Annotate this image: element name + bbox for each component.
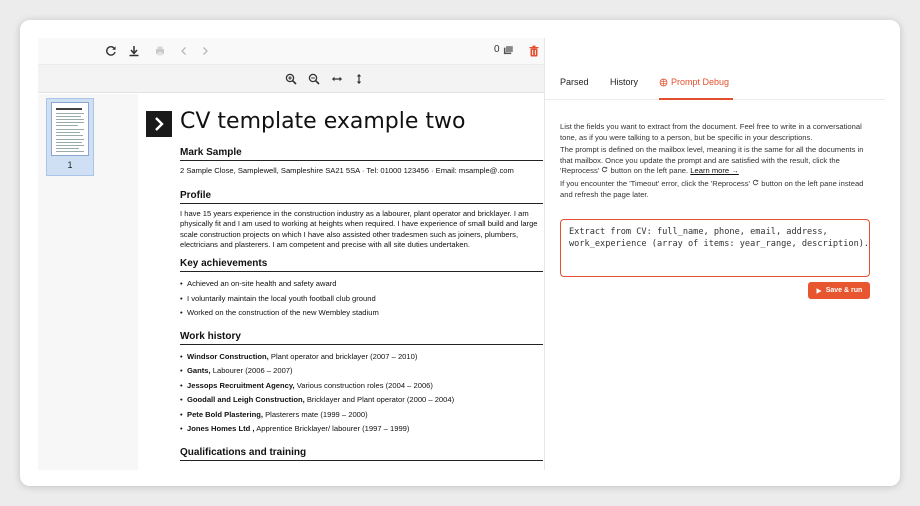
thumbnail-pane — [38, 94, 138, 470]
chevron-right-icon[interactable] — [196, 42, 214, 60]
zoom-in-icon[interactable] — [284, 72, 298, 86]
refresh-icon[interactable] — [102, 42, 120, 60]
work-detail: Plasterers mate (1999 – 2000) — [262, 409, 368, 419]
list-item — [180, 379, 544, 394]
brain-icon — [659, 78, 668, 87]
tab-prompt-debug[interactable] — [659, 77, 729, 87]
cv-qualifications-heading: Qualifications and training — [180, 446, 543, 461]
cv-profile-heading: Profile — [180, 189, 543, 204]
save-and-run-label: Save & run — [825, 287, 863, 294]
list-item — [180, 364, 544, 379]
list-item: • Worked on the construction of the new Wembley stadium — [180, 306, 544, 321]
cv-work-heading: Work history — [180, 330, 543, 345]
work-employer: Pete Bold Plastering, — [187, 409, 263, 419]
page-thumbnail[interactable] — [46, 98, 94, 176]
instructions-mailbox-end: button on the left pane. — [610, 166, 689, 176]
instructions-mailbox — [560, 145, 872, 177]
work-employer: Goodall and Leigh Construction, — [187, 395, 305, 405]
zoom-toolbar — [38, 65, 544, 93]
cv-profile-text: I have 15 years experience in the construction industry as a labourer, plant operator and bricklayer. I am physically fit and I am used to working at heights when required. I have experience of small build and large scale construction projects on which I have also assisted other tradesmen such as joiners, plumbers, electricians and plasterers. I am competent and precise with all site duties undertaken. — [180, 209, 538, 249]
instructions-timeout-end: button on the left pane instead and refresh the page later. — [560, 178, 864, 199]
document-viewer — [38, 38, 544, 470]
documents-stack-icon — [503, 44, 514, 55]
work-employer: Jessops Recruitment Agency, — [187, 380, 295, 390]
cv-contact: 2 Sample Close, Samplewell, Sampleshire SA21 5SA · Tel: 01000 123456 · Email: msample@.com — [180, 166, 514, 175]
document-count-value: 0 — [494, 44, 500, 55]
work-detail: Various construction roles (2004 – 2006) — [294, 380, 433, 390]
document-page — [138, 94, 544, 470]
document-count — [494, 44, 514, 55]
work-employer: Windsor Construction, — [187, 351, 269, 361]
download-icon[interactable] — [125, 42, 143, 60]
print-icon[interactable] — [151, 42, 169, 60]
learn-more-link[interactable]: Learn more → — [690, 166, 739, 176]
cv-work-list — [180, 350, 544, 437]
cv-achievements-heading: Key achievements — [180, 257, 543, 272]
list-item — [180, 350, 544, 365]
work-employer: Gants, — [187, 366, 211, 376]
instructions-timeout — [560, 179, 872, 200]
tab-parsed[interactable]: Parsed — [560, 77, 589, 87]
play-icon — [816, 288, 822, 294]
trash-icon[interactable] — [525, 42, 543, 60]
list-item — [180, 408, 544, 423]
tab-prompt-debug-label: Prompt Debug — [671, 77, 730, 87]
save-and-run-button[interactable] — [808, 282, 870, 299]
instructions-mailbox-text: The prompt is defined on the mailbox level, meaning it is the same for all the documents in that mailbox. Once you update the prompt and are satisfied with the result, click the 'Reprocess' — [560, 145, 864, 176]
work-detail: Apprentice Bricklayer/ labourer (1997 – 1999) — [254, 424, 410, 434]
cv-name-heading: Mark Sample — [180, 146, 543, 161]
prompt-instructions — [560, 122, 872, 202]
extraction-panel — [544, 38, 884, 470]
work-employer: Jones Homes Ltd , — [187, 424, 255, 434]
work-detail: Plant operator and bricklayer (2007 – 2010) — [268, 351, 418, 361]
instructions-fields: List the fields you want to extract from the document. Feel free to write in a conversational tone, as if you were talking to a person, but be specific in your descriptions. — [560, 122, 862, 142]
cv-title: CV template example two — [180, 109, 466, 134]
panel-tabs — [545, 38, 885, 100]
cv-achievements-list — [180, 277, 544, 321]
list-item: • I voluntarily maintain the local youth football club ground — [180, 292, 544, 307]
reprocess-icon — [752, 179, 759, 186]
zoom-out-icon[interactable] — [307, 72, 321, 86]
tab-history[interactable]: History — [610, 77, 639, 87]
list-item — [180, 422, 544, 437]
prompt-textarea[interactable]: Extract from CV: full_name, phone, email, address, work_experience (array of items: year_range, description). — [560, 219, 870, 277]
page-thumbnail-preview — [51, 102, 89, 156]
fit-width-icon[interactable] — [330, 72, 344, 86]
viewer-toolbar — [38, 38, 544, 65]
chevron-left-icon[interactable] — [175, 42, 193, 60]
list-item — [180, 393, 544, 408]
cv-body — [180, 146, 544, 466]
list-item: • Achieved an on-site health and safety award — [180, 277, 544, 292]
reprocess-icon — [601, 166, 608, 173]
active-tab-indicator — [659, 98, 733, 100]
app-window — [20, 20, 900, 486]
cv-logo-icon — [146, 111, 172, 137]
fit-height-icon[interactable] — [352, 72, 366, 86]
work-detail: Labourer (2006 – 2007) — [210, 366, 293, 376]
page-number: 1 — [67, 160, 73, 170]
work-detail: Bricklayer and Plant operator (2000 – 2004) — [304, 395, 455, 405]
instructions-timeout-text: If you encounter the 'Timeout' error, click the 'Reprocess' — [560, 178, 750, 188]
